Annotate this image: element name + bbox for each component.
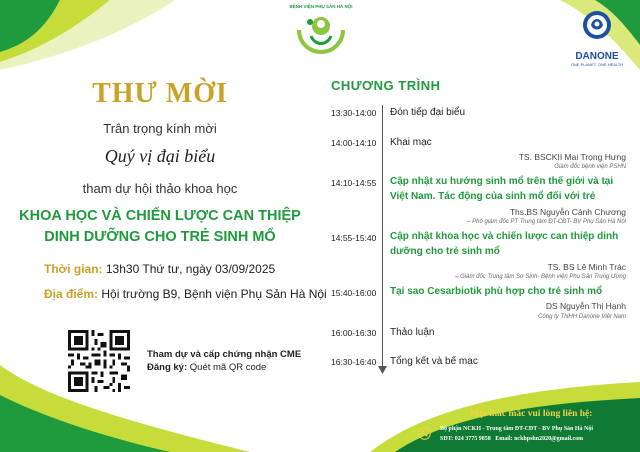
- contact-details: [440, 436, 583, 442]
- email-address[interactable]: nckhpshn2020@gmail.com: [514, 436, 584, 442]
- program-item-2: Khai mạc: [390, 137, 432, 148]
- time-info: [44, 262, 275, 276]
- seminar-topic: [10, 206, 310, 248]
- topic-line-1: KHOA HỌC VÀ CHIẾN LƯỢC CAN THIỆP: [19, 208, 301, 224]
- location-info: [44, 287, 327, 301]
- program-item-3-line-1: Cập nhật xu hướng sinh mổ trên thế giới và tại: [390, 176, 614, 187]
- topic-line-2: DINH DƯỠNG CHO TRẺ SINH MỔ: [44, 229, 276, 245]
- phone-icon: [418, 427, 431, 440]
- program-time-4: 14:55-15:40: [331, 233, 377, 243]
- program-time-5: 15:40-16:00: [331, 288, 377, 298]
- danone-name: DANONE: [575, 51, 619, 62]
- danone-tagline: ONE PLANET. ONE HEALTH: [570, 62, 624, 67]
- program-time-7: 16:30-16:40: [331, 357, 377, 367]
- timeline-arrow-icon: [378, 366, 387, 375]
- registration-qr-code[interactable]: [68, 330, 130, 392]
- speaker-3: Ths.BS Nguyễn Cảnh Chương: [509, 207, 626, 217]
- speaker-2: TS. BSCKII Mai Trọng Hưng: [518, 152, 626, 162]
- time-value: 13h30 Thứ tư, ngày 03/09/2025: [105, 262, 276, 276]
- program-title: CHƯƠNG TRÌNH: [331, 78, 441, 93]
- invitation-title: THƯ MỜI: [92, 78, 228, 109]
- hospital-logo-text: BỆNH VIỆN PHỤ SẢN HÀ NỘI: [289, 4, 353, 9]
- hospital-logo: [283, 0, 359, 60]
- greeting-text: Trân trọng kính mời: [103, 121, 217, 136]
- location-value: Hội trường B9, Bệnh viện Phụ Sản Hà Nội: [101, 287, 327, 301]
- program-item-7: Tổng kết và bế mạc: [390, 356, 478, 367]
- speaker-5: DS Nguyễn Thị Hạnh: [545, 301, 626, 311]
- program-time-3: 14:10-14:55: [331, 178, 377, 188]
- phone-label: SĐT:: [440, 436, 454, 442]
- attend-text: tham dự hội thảo khoa học: [82, 181, 238, 196]
- contact-title: Mọi thắc mắc vui lòng liên hệ:: [470, 409, 593, 419]
- program-time-6: 16:00-16:30: [331, 328, 377, 338]
- register-info: [147, 362, 266, 373]
- location-label: Địa điểm:: [44, 287, 99, 301]
- program-time-2: 14:00-14:10: [331, 138, 377, 148]
- register-value: Quét mã QR code: [189, 362, 267, 373]
- program-item-5: Tại sao Cesarbiotik phù hợp cho trẻ sinh mổ: [390, 286, 603, 297]
- program-item-1: Đón tiếp đại biểu: [390, 107, 466, 118]
- register-label: Đăng ký:: [147, 362, 188, 373]
- speaker-role-4: – Giám đốc Trung tâm Sơ Sinh- Bệnh viện Phụ Sản Trung Ương: [455, 274, 626, 280]
- program-item-4-line-1: Cập nhật khoa học và chiến lược can thiệp dinh: [390, 231, 619, 242]
- program-item-4: [390, 229, 618, 259]
- danone-emblem-icon: [566, 8, 628, 48]
- timeline-line: [382, 105, 383, 370]
- program-item-3: [390, 174, 613, 204]
- cme-text: Tham dự và cấp chứng nhận CME: [147, 349, 302, 360]
- program-item-3-line-2: Việt Nam. Tác động của sinh mổ đối với trẻ: [390, 191, 596, 202]
- program-item-6: Thảo luận: [390, 327, 435, 338]
- speaker-4: TS. BS Lê Minh Trác: [547, 262, 626, 272]
- speaker-role-2: Giám đốc bệnh viện PSHN: [554, 164, 626, 170]
- time-label: Thời gian:: [44, 262, 103, 276]
- speaker-role-3: – Phó giám đốc PT Trung tâm ĐT-CĐT- BV Phụ Sản Hà Nội: [467, 219, 626, 225]
- danone-logo: [566, 8, 628, 68]
- phone-number[interactable]: 024 3775 9858: [454, 436, 491, 442]
- email-label: Email:: [495, 436, 513, 442]
- speaker-role-5: Công ty TNHH Danone Việt Nam: [538, 314, 626, 320]
- program-item-4-line-2: dưỡng cho trẻ sinh mổ: [390, 246, 500, 257]
- guest-text: Quý vị đại biểu: [104, 146, 216, 166]
- contact-department: Bộ phận NCKH - Trung tâm ĐT-CĐT - BV Phụ Sản Hà Nội: [440, 426, 594, 432]
- program-time-1: 13:30-14:00: [331, 108, 377, 118]
